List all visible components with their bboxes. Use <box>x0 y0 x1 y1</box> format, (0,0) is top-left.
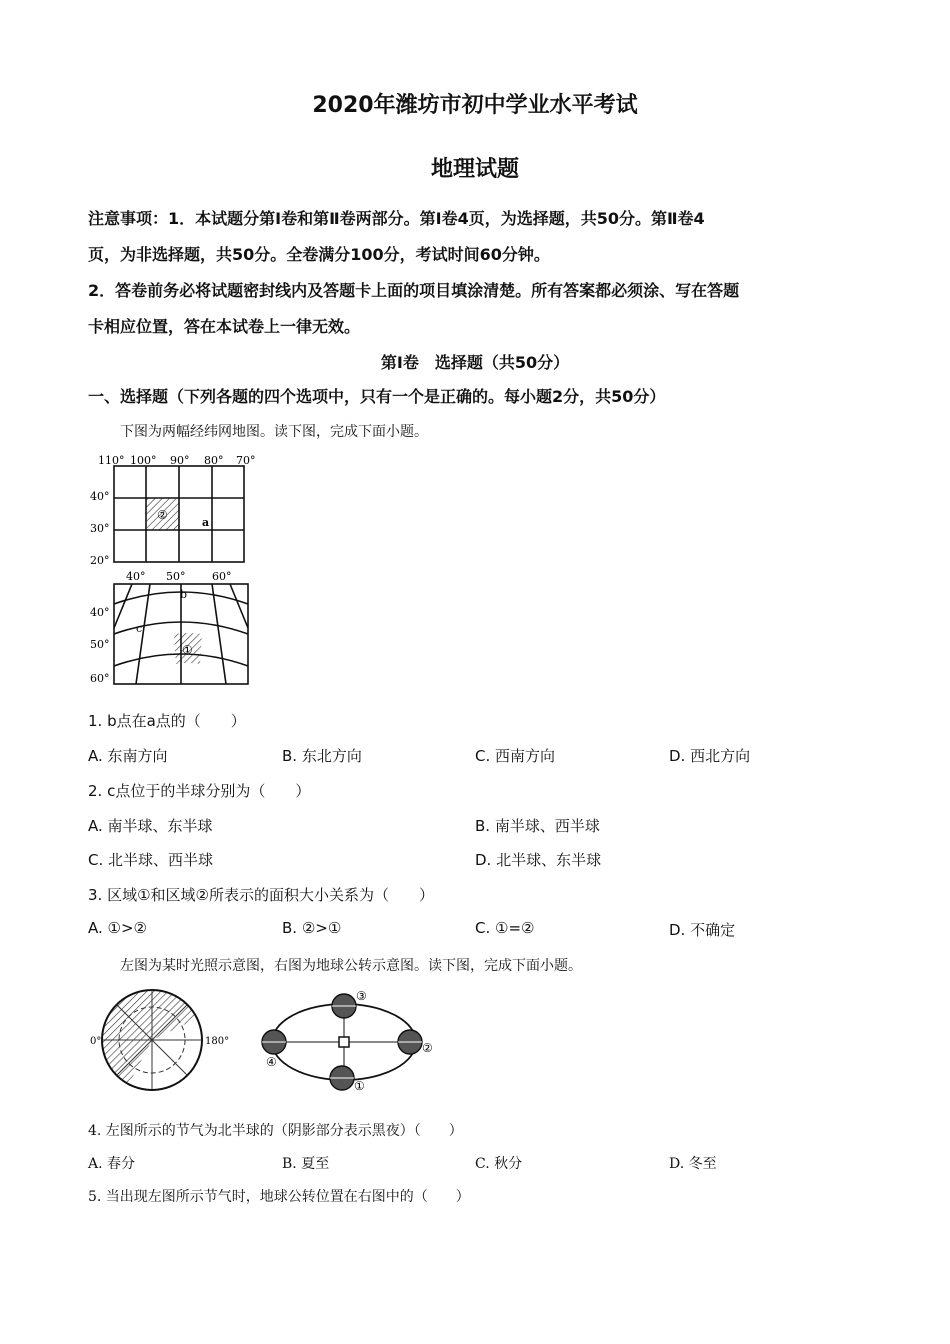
q5-stem: 5. 当出现左图所示节气时，地球公转位置在右图中的（ ） <box>88 1189 470 1205</box>
notice-line-2: 页，为非选择题，共50分。全卷满分100分，考试时间60分钟。 <box>88 245 550 264</box>
q4-stem: 4. 左图所示的节气为北半球的（阴影部分表示黑夜）（ ） <box>88 1123 463 1139</box>
map1-point-a: a <box>202 516 210 529</box>
illumination-diagram <box>88 986 238 1096</box>
q3-option-c[interactable]: C. ①=② <box>475 919 535 937</box>
group2-intro: 左图为某时光照示意图，右图为地球公转示意图。读下图，完成下面小题。 <box>120 958 582 974</box>
q1-option-c[interactable]: C. 西南方向 <box>475 747 556 765</box>
q4-option-d[interactable]: D. 冬至 <box>669 1156 717 1172</box>
notice-line-1: 注意事项：1．本试题分第Ⅰ卷和第Ⅱ卷两部分。第Ⅰ卷4页，为选择题，共50分。第Ⅱ卷4 <box>88 209 705 228</box>
map2-lat-40: 40° <box>90 606 110 619</box>
q4-option-a[interactable]: A. 春分 <box>88 1156 136 1172</box>
map2-lat-50: 50° <box>90 638 110 651</box>
illumination-label-0: 0° <box>90 1036 102 1047</box>
q3-option-a[interactable]: A. ①>② <box>88 919 147 937</box>
orbit-diagram <box>252 986 442 1096</box>
map2-lat-60: 60° <box>90 672 110 685</box>
orbit-position-2: ② <box>422 1041 433 1055</box>
exam-subtitle: 地理试题 <box>430 157 519 182</box>
map2-point-b: b <box>180 588 188 601</box>
q1-option-d[interactable]: D. 西北方向 <box>669 747 751 765</box>
q4-option-c[interactable]: C. 秋分 <box>475 1156 523 1172</box>
q3-option-b[interactable]: B. ②>① <box>282 919 342 937</box>
q4-option-b[interactable]: B. 夏至 <box>282 1156 330 1172</box>
grid-map-1 <box>88 452 268 570</box>
q1-option-b[interactable]: B. 东北方向 <box>282 747 362 765</box>
map1-lat-30: 30° <box>90 522 110 535</box>
q1-option-a[interactable]: A. 东南方向 <box>88 747 168 765</box>
orbit-position-4: ④ <box>266 1055 277 1069</box>
map1-lat-20: 20° <box>90 554 110 567</box>
grid-map-2 <box>88 568 268 688</box>
illumination-label-180: 180° <box>205 1036 230 1047</box>
map1-lon-70: 70° <box>236 454 256 467</box>
q2-option-c[interactable]: C. 北半球、西半球 <box>88 851 214 869</box>
q3-option-d[interactable]: D. 不确定 <box>669 921 736 939</box>
orbit-position-1: ① <box>354 1079 365 1093</box>
map2-lon-60: 60° <box>212 570 232 583</box>
map1-lon-90: 90° <box>170 454 190 467</box>
map1-lat-40: 40° <box>90 490 110 503</box>
q2-option-a[interactable]: A. 南半球、东半球 <box>88 817 213 835</box>
exam-title: 2020年潍坊市初中学业水平考试 <box>312 93 638 118</box>
q1-stem: 1. b点在a点的（ ） <box>88 712 246 730</box>
notice-line-4: 卡相应位置，答在本试卷上一律无效。 <box>88 317 361 336</box>
map1-lon-110: 110° <box>98 454 125 467</box>
section-heading: 一、选择题（下列各题的四个选项中，只有一个是正确的。每小题2分，共50分） <box>88 387 666 406</box>
orbit-position-3: ③ <box>356 989 367 1003</box>
notice-line-3: 2．答卷前务必将试题密封线内及答题卡上面的项目填涂清楚。所有答案都必须涂、写在答题 <box>88 281 740 300</box>
group1-intro: 下图为两幅经纬网地图。读下图，完成下面小题。 <box>120 424 428 440</box>
q2-option-d[interactable]: D. 北半球、东半球 <box>475 851 602 869</box>
q2-stem: 2. c点位于的半球分别为（ ） <box>88 782 311 800</box>
q2-option-b[interactable]: B. 南半球、西半球 <box>475 817 600 835</box>
map2-region-label: ① <box>182 643 193 657</box>
q3-stem: 3. 区域①和区域②所表示的面积大小关系为（ ） <box>88 886 434 904</box>
map1-lon-100: 100° <box>130 454 157 467</box>
map1-region-label: ② <box>157 508 168 522</box>
map2-lon-40: 40° <box>126 570 146 583</box>
map2-point-c: c <box>136 622 143 635</box>
section-title: 第Ⅰ卷 选择题（共50分） <box>380 353 570 372</box>
map1-lon-80: 80° <box>204 454 224 467</box>
map2-lon-50: 50° <box>166 570 186 583</box>
